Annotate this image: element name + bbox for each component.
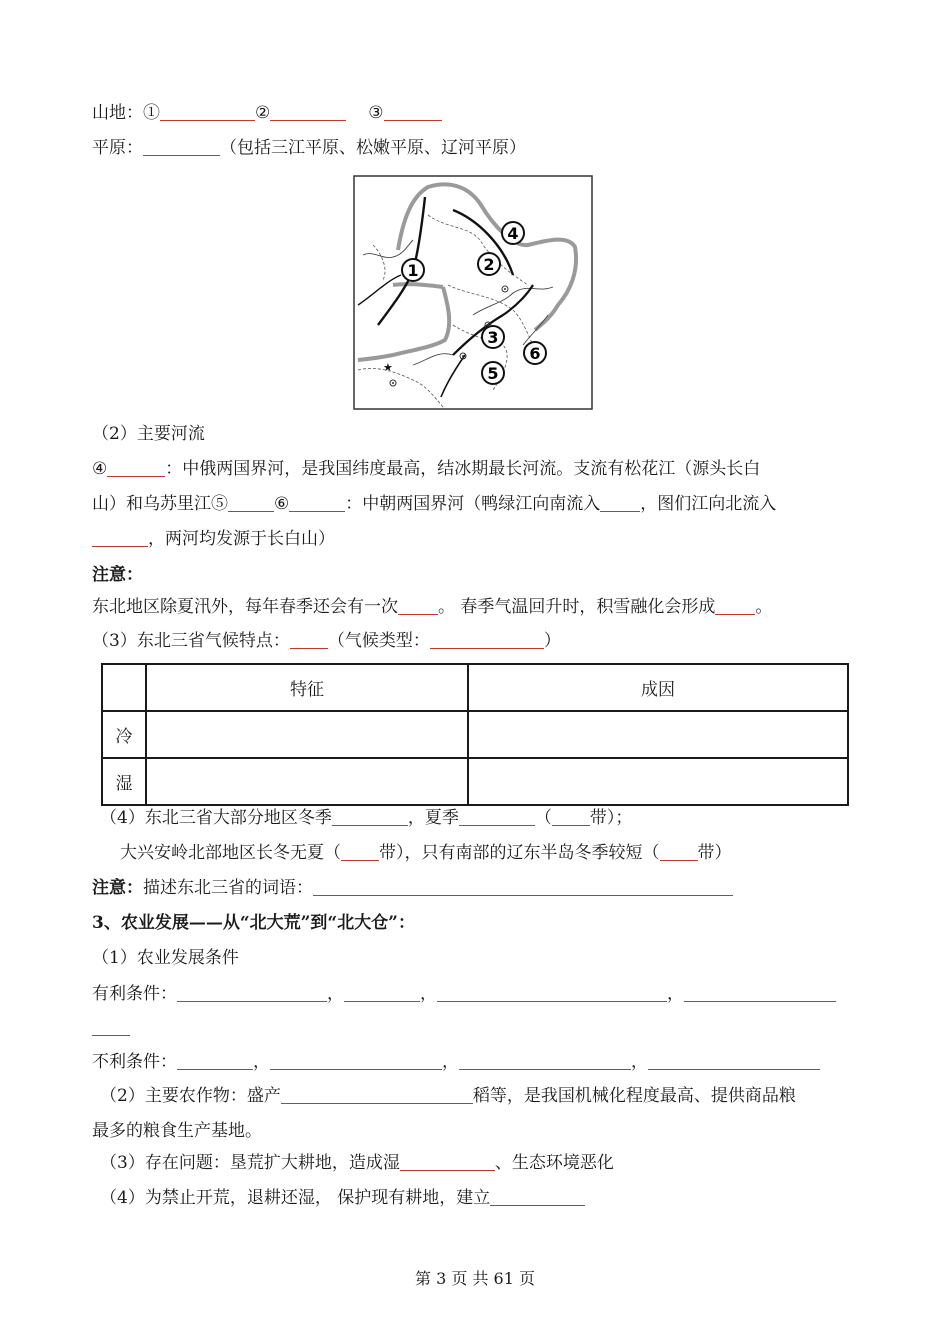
note1-text-a: 东北地区除夏汛外，每年春季还会有一次 xyxy=(92,597,398,617)
blank-mountain-2[interactable] xyxy=(270,102,346,121)
note2-text: 描述东北三省的词语： xyxy=(143,878,313,898)
map-marker-4 xyxy=(502,222,524,244)
svg-text:5: 5 xyxy=(487,364,499,383)
comma: ， xyxy=(442,1052,459,1072)
blank-climate-feature[interactable] xyxy=(290,630,328,649)
river-label-6: ⑥ xyxy=(274,494,290,514)
river-line-1 xyxy=(92,457,760,481)
table-corner-cell xyxy=(102,664,146,711)
river-text-1: ：中俄两国界河，是我国纬度最高，结冰期最长河流。支流有松花江（源头长白 xyxy=(165,459,761,479)
favorable-line xyxy=(92,982,836,1006)
comma: ， xyxy=(631,1052,648,1072)
note1-text-c: 。 xyxy=(755,597,773,617)
problem-line xyxy=(100,1151,614,1175)
blank-north-zone[interactable] xyxy=(341,842,379,861)
map-marker-2 xyxy=(478,253,500,275)
season-line xyxy=(100,806,632,830)
climate-text-c: ） xyxy=(543,631,561,651)
unfavorable-line xyxy=(92,1050,820,1074)
blank-south-zone[interactable] xyxy=(660,842,698,861)
blank-river-6[interactable] xyxy=(289,493,345,512)
season-text-d: 带）； xyxy=(589,808,633,828)
comma: ， xyxy=(420,984,437,1004)
blank-zone[interactable] xyxy=(552,807,590,826)
crops-line xyxy=(100,1084,796,1108)
note2-line xyxy=(92,876,733,900)
blank-river-4[interactable] xyxy=(107,458,165,477)
cell-cold-cause[interactable] xyxy=(468,711,848,758)
blank-mountain-3[interactable] xyxy=(384,102,442,121)
svg-text:4: 4 xyxy=(507,224,519,243)
svg-text:1: 1 xyxy=(407,261,419,280)
blank-unfavor-3[interactable] xyxy=(459,1051,631,1070)
north-text-b: 带），只有南部的辽东半岛冬季较短（ xyxy=(379,843,660,863)
season-text-a: （4）东北三省大部分地区冬季 xyxy=(100,808,332,828)
blank-favor-3[interactable] xyxy=(437,983,667,1002)
plain-label: 平原： xyxy=(92,138,143,158)
row-label-wet: 湿 xyxy=(102,758,146,805)
blank-unfavor-1[interactable] xyxy=(177,1051,253,1070)
blank-summer[interactable] xyxy=(459,807,535,826)
comma: ， xyxy=(253,1052,270,1072)
blank-winter[interactable] xyxy=(332,807,408,826)
protect-line xyxy=(100,1186,585,1210)
page-footer: 第 3 页 共 61 页 xyxy=(415,1269,535,1288)
blank-favor-4[interactable] xyxy=(684,983,836,1002)
svg-text:3: 3 xyxy=(487,328,499,347)
north-text-a: 大兴安岭北部地区长冬无夏（ xyxy=(120,843,341,863)
climate-table xyxy=(101,663,849,806)
header-cause: 成因 xyxy=(468,664,848,711)
favorable-line-cont xyxy=(92,1016,130,1040)
cell-cold-feature[interactable] xyxy=(146,711,468,758)
blank-reserve[interactable] xyxy=(490,1187,585,1206)
blank-river-5[interactable] xyxy=(228,493,274,512)
section3-title: 3、农业发展——从“北大荒”到“北大仓”： xyxy=(92,913,415,933)
comma: ， xyxy=(327,984,344,1004)
river-text-3: ：中朝两国界河（鸭绿江向南流入 xyxy=(345,494,601,514)
problem-text-a: （3）存在问题：垦荒扩大耕地，造成湿 xyxy=(100,1153,400,1173)
blank-plain[interactable] xyxy=(143,137,220,156)
river-text-2: 山）和乌苏里江⑤ xyxy=(92,494,228,514)
favorable-label: 有利条件： xyxy=(92,984,177,1004)
blank-unfavor-4[interactable] xyxy=(648,1051,820,1070)
northeast-map xyxy=(353,175,593,410)
conditions-title: （1）农业发展条件 xyxy=(92,948,239,968)
season-text-c: （ xyxy=(534,808,552,828)
blank-crops[interactable] xyxy=(281,1085,473,1104)
mountain-label-3: ③ xyxy=(368,103,384,123)
blank-yalu-sea[interactable] xyxy=(600,493,640,512)
blank-mountain-1[interactable] xyxy=(160,102,255,121)
climate-line xyxy=(92,629,561,653)
map-marker-1 xyxy=(402,259,424,281)
river-line-2 xyxy=(92,492,776,516)
plain-line xyxy=(92,136,526,160)
note1-text-b: 。 春季气温回升时，积雪融化会形成 xyxy=(438,597,716,617)
row-label-cold: 冷 xyxy=(102,711,146,758)
blank-climate-type[interactable] xyxy=(430,630,544,649)
blank-unfavor-2[interactable] xyxy=(270,1051,442,1070)
season-text-b: ，夏季 xyxy=(407,808,459,828)
crops-text-b: 稻等，是我国机械化程度最高、提供商品粮 xyxy=(472,1086,796,1106)
blank-tumen-sea[interactable] xyxy=(92,528,148,547)
note1-line xyxy=(92,595,772,619)
map-marker-5 xyxy=(482,362,504,384)
blank-favor-4-cont[interactable] xyxy=(92,1017,130,1036)
map-marker-6 xyxy=(524,342,546,364)
blank-snowmelt[interactable] xyxy=(715,596,755,615)
climate-text-a: （3）东北三省气候特点： xyxy=(92,631,290,651)
blank-words[interactable] xyxy=(313,877,733,896)
blank-favor-2[interactable] xyxy=(344,983,420,1002)
north-line xyxy=(120,841,732,865)
crops-text-a: （2）主要农作物：盛产 xyxy=(100,1086,281,1106)
map-marker-3 xyxy=(482,326,504,348)
cell-wet-feature[interactable] xyxy=(146,758,468,805)
blank-favor-1[interactable] xyxy=(177,983,327,1002)
table-header-row xyxy=(102,664,848,711)
svg-text:2: 2 xyxy=(483,255,495,274)
mountain-label-2: ② xyxy=(255,103,271,123)
unfavorable-label: 不利条件： xyxy=(92,1052,177,1072)
cell-wet-cause[interactable] xyxy=(468,758,848,805)
svg-text:6: 6 xyxy=(529,344,541,363)
table-row xyxy=(102,758,848,805)
rivers-title: （2）主要河流 xyxy=(92,424,205,444)
note2-title: 注意： xyxy=(92,878,143,898)
problem-text-b: 、生态环境恶化 xyxy=(494,1153,614,1173)
blank-spring-flood[interactable] xyxy=(398,596,438,615)
note1-title: 注意： xyxy=(92,565,143,585)
protect-text: （4）为禁止开荒，退耕还湿， 保护现有耕地，建立 xyxy=(100,1188,491,1208)
table-row xyxy=(102,711,848,758)
river-line-3 xyxy=(92,527,335,551)
comma: ， xyxy=(667,984,684,1004)
mountain-label: 山地：① xyxy=(92,103,160,123)
mountain-line xyxy=(92,101,442,125)
plain-note: （包括三江平原、松嫩平原、辽河平原） xyxy=(220,138,526,158)
north-text-c: 带） xyxy=(697,843,732,863)
river-text-4: ，图们江向北流入 xyxy=(640,494,777,514)
svg-text:★: ★ xyxy=(383,361,393,374)
header-feature: 特征 xyxy=(146,664,468,711)
blank-wetland[interactable] xyxy=(400,1152,495,1171)
river-text-5: ，两河均发源于长白山） xyxy=(148,529,335,549)
climate-text-b: （气候类型： xyxy=(327,631,430,651)
crops-line-2: 最多的粮食生产基地。 xyxy=(92,1121,262,1141)
river-label-4: ④ xyxy=(92,459,108,479)
